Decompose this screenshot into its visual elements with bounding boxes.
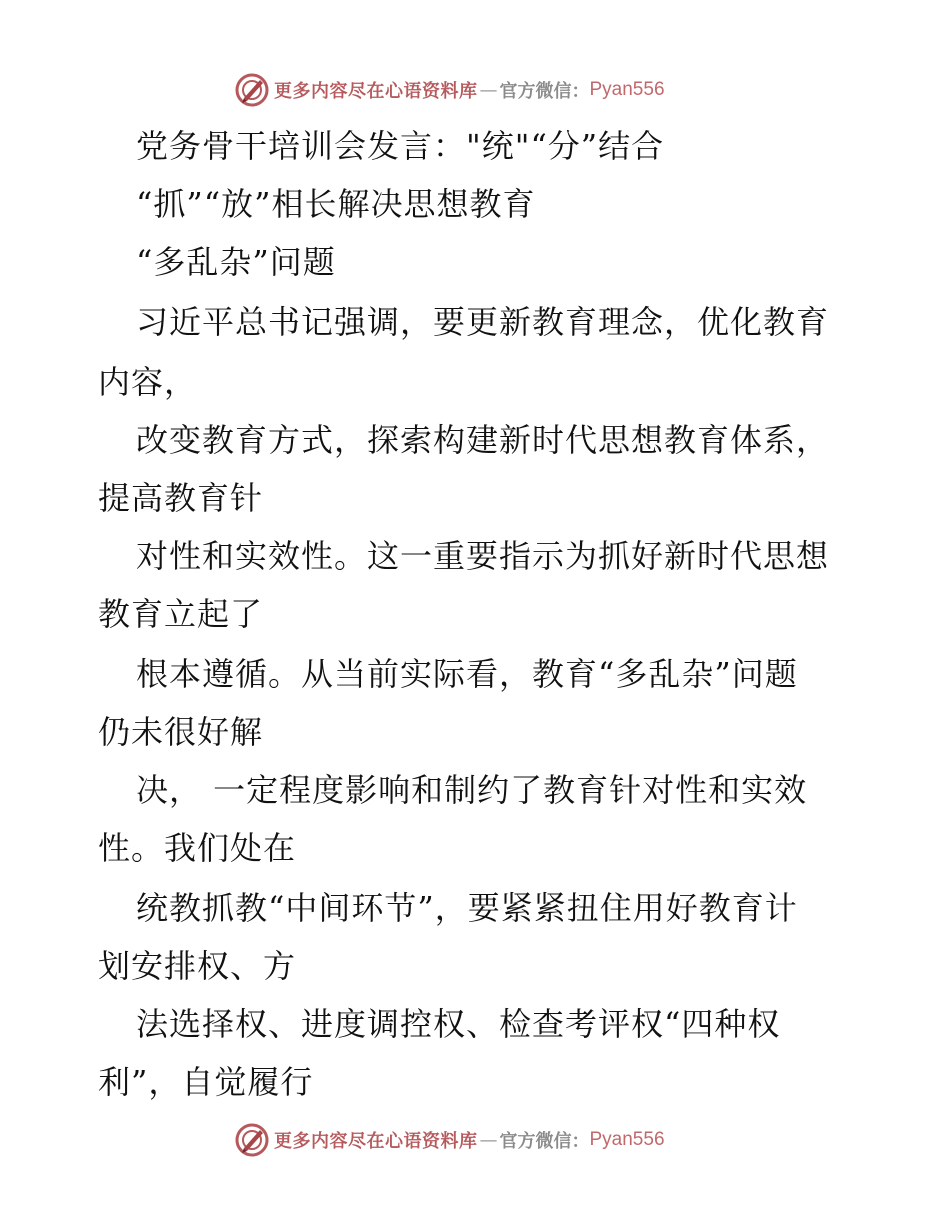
title-line-3: “多乱杂”问题: [136, 243, 336, 281]
paragraph-line-4: 提高教育针: [98, 479, 264, 517]
paragraph-line-6: 教育立起了: [98, 595, 264, 633]
banner-separator: —: [479, 79, 498, 101]
paragraph-line-3: 改变教育方式，探索构建新时代思想教育体系，: [136, 421, 830, 459]
paragraph-line-8: 仍未很好解: [98, 713, 264, 751]
paragraph-line-2: 内容，: [98, 363, 198, 401]
paragraph-line-5: 对性和实效性。这一重要指示为抓好新时代思想: [136, 537, 830, 575]
footer-banner: [234, 1120, 665, 1160]
banner-site-text: 更多内容尽在心语资料库: [274, 81, 478, 102]
banner-wechat-label: 官方微信：: [499, 81, 590, 102]
header-banner: [234, 70, 665, 110]
banner-site-text: 更多内容尽在心语资料库: [274, 1131, 478, 1152]
paragraph-line-14: 利”，自觉履行: [98, 1063, 314, 1101]
title-line-1: 党务骨干培训会发言："统"“分”结合: [136, 127, 665, 165]
pen-logo-icon: [234, 1122, 270, 1158]
paragraph-line-9: 决， 一定程度影响和制约了教育针对性和实效: [136, 771, 808, 809]
paragraph-line-7: 根本遵循。从当前实际看，教育“多乱杂”问题: [136, 655, 798, 693]
paragraph-line-12: 划安排权、方: [98, 947, 297, 985]
banner-wechat-id: Pyan556: [589, 79, 665, 100]
title-line-2: “抓”“放”相长解决思想教育: [136, 185, 536, 223]
banner-wechat-id: Pyan556: [589, 1129, 665, 1150]
paragraph-line-1: 习近平总书记强调，要更新教育理念，优化教育: [136, 303, 830, 341]
banner-separator: —: [479, 1129, 498, 1151]
paragraph-line-11: 统教抓教“中间环节”，要紧紧扭住用好教育计: [136, 889, 798, 927]
pen-logo-icon: [234, 72, 270, 108]
paragraph-line-10: 性。我们处在: [98, 829, 297, 867]
banner-wechat-label: 官方微信：: [499, 1131, 590, 1152]
paragraph-line-13: 法选择权、进度调控权、检查考评权“四种权: [136, 1005, 781, 1043]
